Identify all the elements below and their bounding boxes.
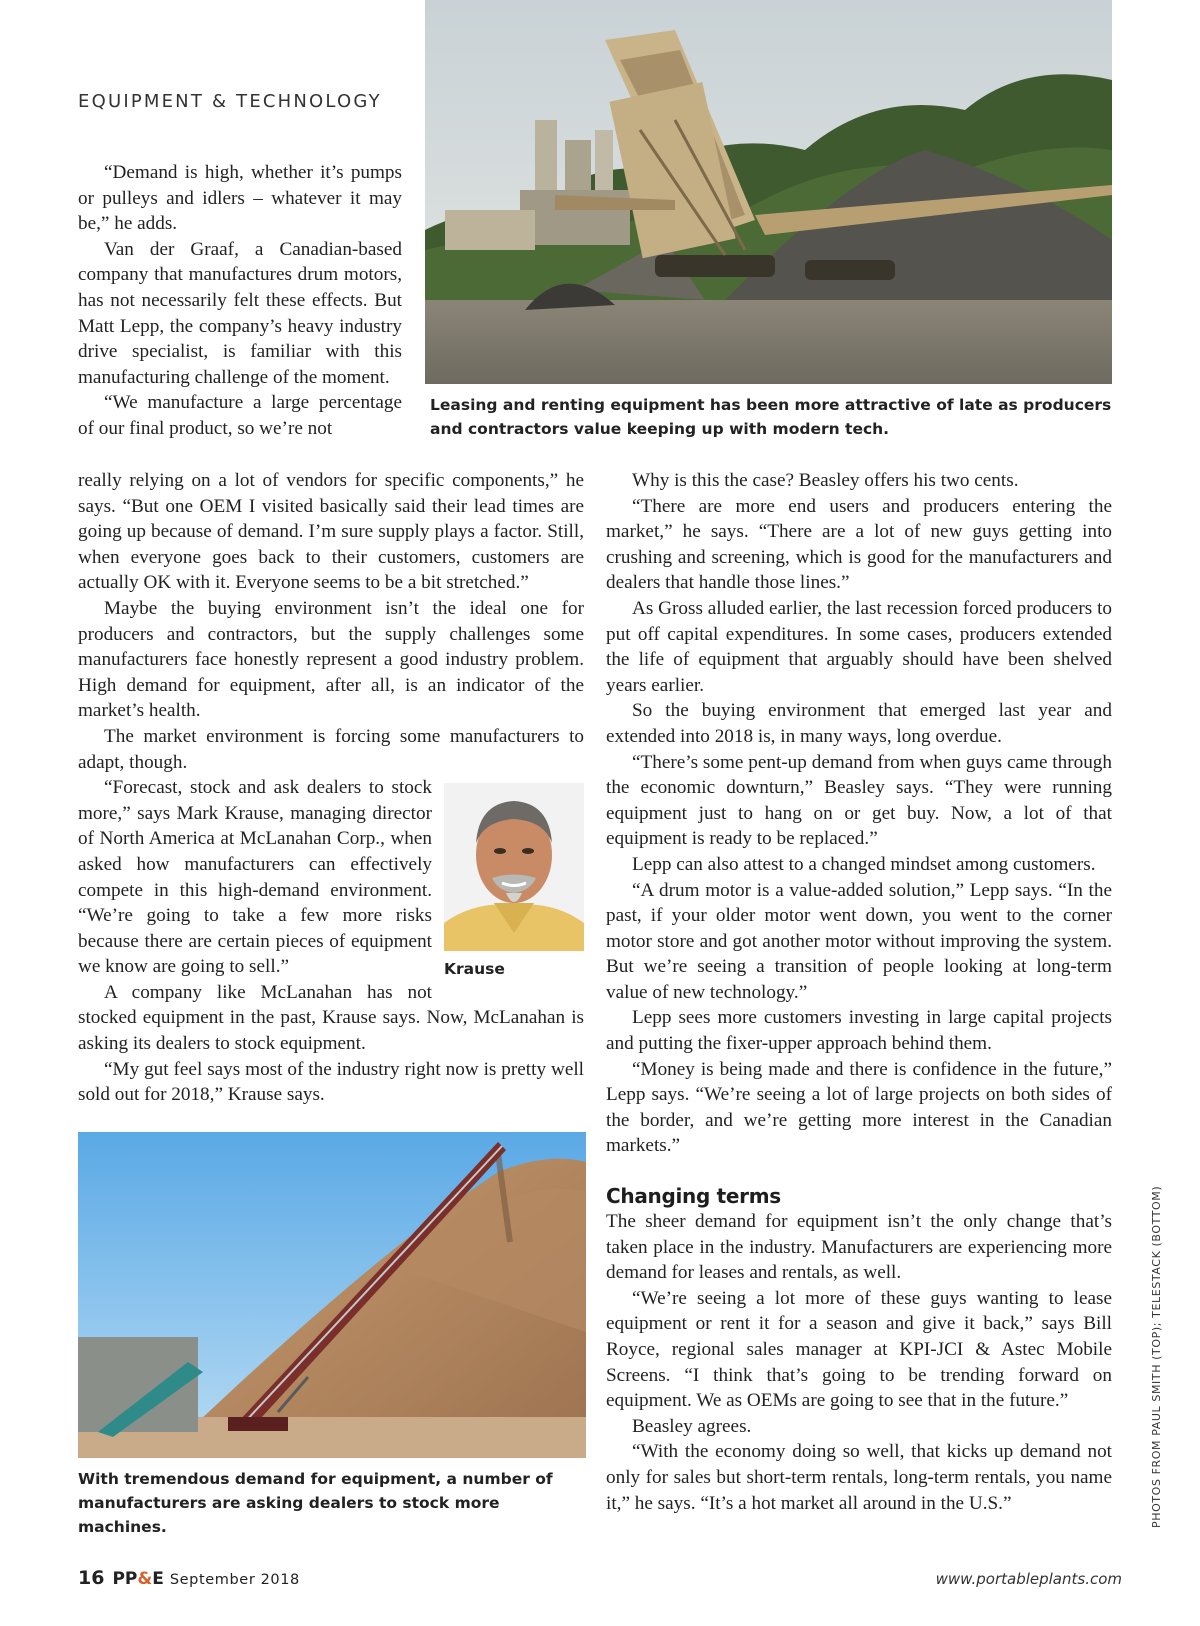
screening-plant-illustration [425, 0, 1112, 384]
photo-credit: PHOTOS FROM PAUL SMITH (TOP); TELESTACK (BOTTOM) [1150, 1185, 1163, 1528]
paragraph: “Forecast, stock and ask dealers to stock more,” says Mark Krause, managing director of North America at McLanahan Corp., when asked how manufacturers can effectively compete in this high-demand environment. “We’re going to take a few more risks because there are certain pieces of equipment we know are going to sell.” [78, 777, 432, 978]
paragraph: “We manufacture a large percentage of our final product, so we’re not [78, 392, 402, 439]
paragraph: “There are more end users and producers entering the market,” he says. “There are a lot of new guys getting into crushing and screening, which is good for the manufacturers and dealers that handle those lines.” [606, 495, 1112, 594]
paragraph: Why is this the case? Beasley offers his two cents. [632, 470, 1019, 491]
paragraph: really relying on a lot of vendors for specific components,” he says. “But one OEM I visited basically said their lead times are going up because of demand. I’m sure supply plays a factor. Still, when everyone goes back to their customers, customers are actually OK with it. Everyone seems to be a bit stretched.” [78, 470, 584, 594]
paragraph: “Money is being made and there is confidence in the future,” Lepp says. “We’re seeing a lot of large projects on both sides of the border, and we’re getting more interest in the Canadian markets.” [606, 1058, 1112, 1157]
paragraph: As Gross alluded earlier, the last recession forced producers to put off capital expenditures. In some cases, producers extended the life of equipment that arguably should have been shelved years earlier. [606, 597, 1112, 696]
bottom-photo-stacker-conveyor [78, 1132, 586, 1458]
issue-date: September 2018 [169, 1572, 300, 1588]
top-photo-screening-plant [425, 0, 1112, 384]
paragraph: Van der Graaf, a Canadian-based company that manufactures drum motors, has not necessarily felt these effects. But Matt Lepp, the company’s heavy industry drive specialist, is familiar with this manufacturing challenge of the moment. [78, 238, 402, 388]
paragraph: “With the economy doing so well, that kicks up demand not only for sales but short-term rentals, long-term rentals, you name it,” he says. “It’s a hot market all around in the U.S.” [606, 1441, 1112, 1514]
krause-portrait-illustration [444, 783, 584, 951]
top-photo-caption: Leasing and renting equipment has been more attractive of late as producers and contractors value keeping up with modern tech. [430, 396, 1112, 438]
bottom-photo-caption: With tremendous demand for equipment, a number of manufacturers are asking dealers to stock more machines. [78, 1470, 553, 1536]
publication-e: E [152, 1569, 164, 1589]
paragraph: So the buying environment that emerged last year and extended into 2018 is, in many ways, long overdue. [606, 700, 1112, 747]
paragraph: “My gut feel says most of the industry right now is pretty well sold out for 2018,” Krause says. [78, 1058, 584, 1106]
publication-name [112, 1569, 163, 1589]
website-link[interactable]: www.portableplants.com [935, 1570, 1122, 1588]
portrait-caption: Krause [444, 960, 505, 979]
footer-folio [78, 1567, 300, 1589]
section-heading: Changing terms [606, 1184, 781, 1209]
stacker-conveyor-illustration [78, 1132, 586, 1458]
krause-portrait [444, 783, 584, 951]
paragraph: Beasley agrees. [632, 1415, 752, 1437]
section-label: EQUIPMENT & TECHNOLOGY [78, 91, 382, 112]
paragraph: Lepp can also attest to a changed mindset among customers. [632, 853, 1096, 875]
paragraph: “There’s some pent-up demand from when guys came through the economic downturn,” Beasley says. “They were running equipment just to hang on or get buy. Now, a lot of that equipment is ready to be replaced.” [606, 751, 1112, 850]
publication-pp: PP [112, 1569, 138, 1589]
paragraph: A company like McLanahan has not stocked equipment in the past, Krause says. Now, McLanahan is asking its dealers to stock equipment. [78, 981, 584, 1055]
left-column-lower [78, 468, 584, 1108]
publication-ampersand: & [137, 1569, 153, 1589]
left-column-upper [78, 160, 402, 442]
paragraph: “A drum motor is a value-added solution,” Lepp says. “In the past, if your older motor went down, you went to the corner motor store and got another motor without improving the system. But we’re seeing a transition of people looking at long-term value of new technology.” [606, 879, 1112, 1003]
paragraph: Maybe the buying environment isn’t the ideal one for producers and contractors, but the supply challenges some manufacturers face honestly represent a good industry problem. High demand for equipment, after all, is an indicator of the market’s health. [78, 597, 584, 722]
paragraph: The market environment is forcing some manufacturers to adapt, though. [78, 725, 584, 773]
paragraph: “Demand is high, whether it’s pumps or pulleys and idlers – whatever it may be,” he adds. [78, 162, 402, 235]
paragraph: Lepp sees more customers investing in large capital projects and putting the fixer-upper approach behind them. [606, 1007, 1112, 1055]
page-number: 16 [78, 1567, 105, 1589]
paragraph: The sheer demand for equipment isn’t the only change that’s taken place in the industry. Manufacturers are experiencing more demand for leases and rentals, as well. [606, 1211, 1112, 1284]
right-column [606, 468, 1112, 1516]
paragraph: “We’re seeing a lot more of these guys wanting to lease equipment or rent it for a season and give it back,” says Bill Royce, regional sales manager at KPI-JCI & Astec Mobile Screens. “I think that’s going to be trending forward on equipment. We as OEMs are going to see that in the future.” [606, 1287, 1112, 1412]
